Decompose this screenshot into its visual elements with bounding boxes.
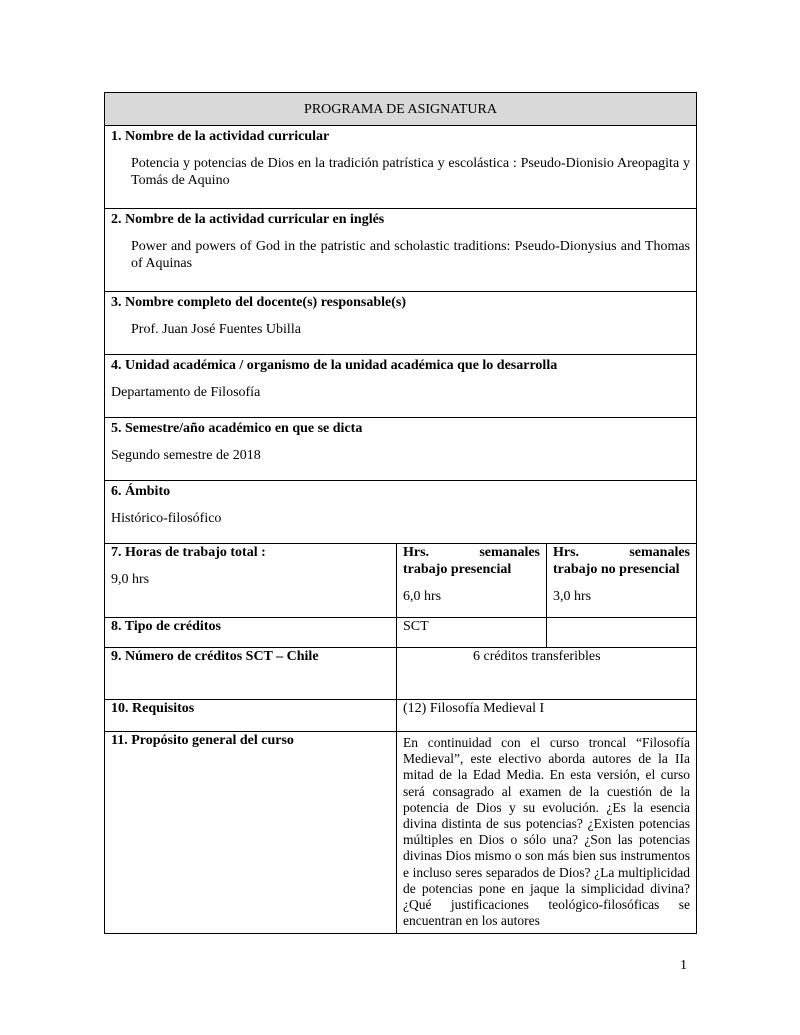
section-11-label-cell [105,732,397,934]
page-number: 1 [680,958,687,973]
page-title: PROGRAMA DE ASIGNATURA [105,93,697,126]
section-8-value: SCT [397,618,547,648]
section-5 [105,418,697,481]
section-10-label: 10. Requisitos [111,701,195,716]
section-8-empty [547,618,697,648]
section-3-value: Prof. Juan José Fuentes Ubilla [131,322,301,337]
section-4-value: Departamento de Filosofía [111,385,261,400]
presencial-value: 6,0 hrs [403,589,442,604]
section-10-value: (12) Filosofía Medieval I [397,700,697,732]
section-8-label-cell [105,618,397,648]
section-3 [105,292,697,355]
nopresencial-label: Hrs. semanales trabajo no presencial [553,545,690,577]
section-11-label: 11. Propósito general del curso [111,733,294,748]
presencial-label: Hrs. semanales trabajo presencial [403,545,540,577]
nopresencial-value: 3,0 hrs [553,589,592,604]
section-7-label: 7. Horas de trabajo total : [111,545,266,560]
section-2-label: 2. Nombre de la actividad curricular en inglés [111,212,385,227]
section-2 [105,209,697,292]
section-6 [105,481,697,544]
section-7-nopresencial [547,544,697,618]
section-7-total [105,544,397,618]
section-9-value: 6 créditos transferibles [473,649,601,664]
section-8-label: 8. Tipo de créditos [111,619,221,634]
section-1-value: Potencia y potencias de Dios en la tradición patrística y escolástica : Pseudo-Dionisio Areopagita y Tomás de Aquino [131,156,690,188]
section-6-label: 6. Ámbito [111,484,171,499]
syllabus-table [104,92,697,934]
section-9-value-cell [397,648,697,700]
section-7-value: 9,0 hrs [111,572,150,587]
section-1 [105,126,697,209]
section-9-label: 9. Número de créditos SCT – Chile [111,649,319,664]
section-10-label-cell [105,700,397,732]
section-5-value: Segundo semestre de 2018 [111,448,261,463]
section-11-value: En continuidad con el curso troncal “Filosofía Medieval”, este electivo aborda autores de la IIa mitad de la Edad Media. En esta versión, el curso será consagrado al examen de la cuestión de la potencia de Dios y su evolución. ¿Es la esencia divina distinta de sus potencias? ¿Existen potencias múltiples en Dios o sólo una? ¿Son las potencias divinas Dios mismo o son más bien sus instrumentos e incluso seres separados de Dios? ¿La multiplicidad de potencias pone en jaque la simplicidad divina? ¿Qué justificaciones teológico-filosóficas se encuentran en los autores [397,732,697,934]
section-3-label: 3. Nombre completo del docente(s) responsable(s) [111,295,407,310]
section-6-value: Histórico-filosófico [111,511,222,526]
section-7-presencial [397,544,547,618]
section-2-value: Power and powers of God in the patristic and scholastic traditions: Pseudo-Dionysius and Thomas of Aquinas [131,239,690,271]
section-5-label: 5. Semestre/año académico en que se dicta [111,421,363,436]
section-4-label: 4. Unidad académica / organismo de la unidad académica que lo desarrolla [111,358,558,373]
section-1-label: 1. Nombre de la actividad curricular [111,129,330,144]
section-9-label-cell [105,648,397,700]
section-4 [105,355,697,418]
